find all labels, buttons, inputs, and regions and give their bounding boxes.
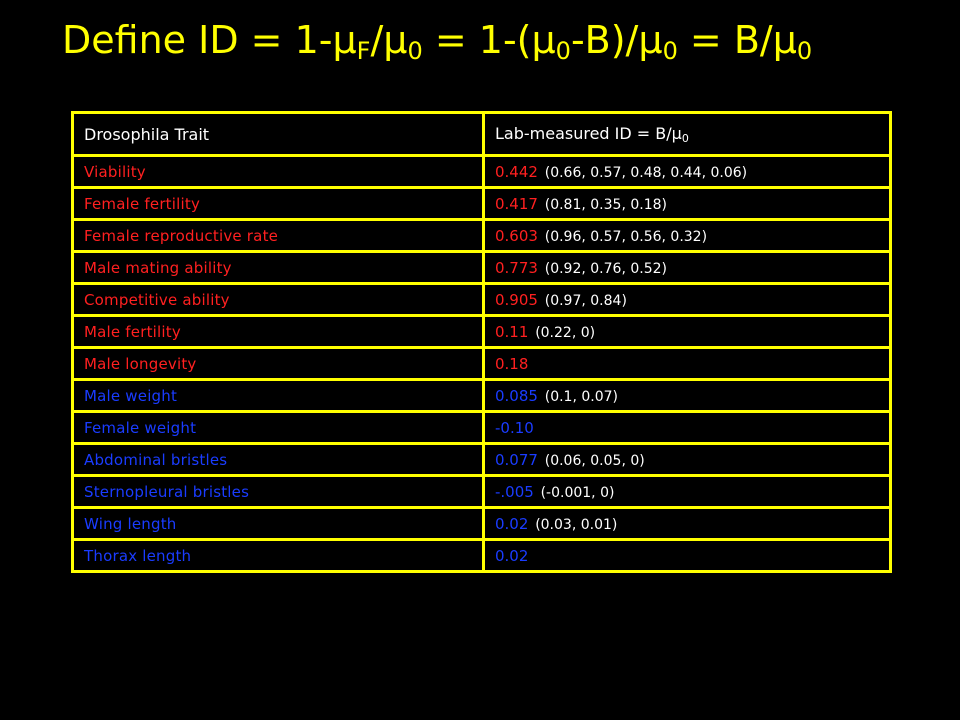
subscript-0: 0 xyxy=(796,37,813,65)
mu-symbol: μ xyxy=(531,18,556,62)
id-value: -0.10 xyxy=(495,418,534,437)
slide-title xyxy=(62,18,942,65)
id-value: 0.417 xyxy=(495,194,538,213)
table-row xyxy=(73,348,891,380)
component-values: (0.81, 0.35, 0.18) xyxy=(544,196,667,213)
id-value: 0.085 xyxy=(495,386,538,405)
id-value: 0.077 xyxy=(495,450,538,469)
id-cell xyxy=(484,508,891,540)
trait-cell: Female reproductive rate xyxy=(73,220,484,252)
component-values: (0.96, 0.57, 0.56, 0.32) xyxy=(544,228,708,245)
mu-symbol: μ xyxy=(332,18,357,62)
title-part: = 1-( xyxy=(422,18,532,62)
trait-cell: Viability xyxy=(73,156,484,188)
id-cell xyxy=(484,412,891,444)
id-cell xyxy=(484,188,891,220)
id-cell xyxy=(484,380,891,412)
id-value: 0.02 xyxy=(495,514,529,533)
trait-cell: Female weight xyxy=(73,412,484,444)
id-cell xyxy=(484,476,891,508)
table-row xyxy=(73,220,891,252)
table-row xyxy=(73,540,891,572)
table-row xyxy=(73,508,891,540)
component-values: (0.92, 0.76, 0.52) xyxy=(544,260,667,277)
id-value: 0.02 xyxy=(495,546,529,565)
table-row xyxy=(73,156,891,188)
trait-cell: Female fertility xyxy=(73,188,484,220)
trait-table xyxy=(71,111,892,573)
header-id-label: Lab-measured ID = B/ xyxy=(495,123,672,143)
subscript-0: 0 xyxy=(555,37,571,65)
table-row xyxy=(73,284,891,316)
table-header-row xyxy=(73,113,891,156)
component-values: (0.1, 0.07) xyxy=(544,388,618,405)
id-value: 0.11 xyxy=(495,322,529,341)
table-row xyxy=(73,476,891,508)
title-part: -B)/ xyxy=(570,18,639,62)
subscript-f: F xyxy=(356,37,371,65)
trait-cell: Male mating ability xyxy=(73,252,484,284)
id-cell xyxy=(484,540,891,572)
trait-cell: Male longevity xyxy=(73,348,484,380)
table-row xyxy=(73,380,891,412)
title-part: / xyxy=(370,18,384,62)
id-cell xyxy=(484,348,891,380)
component-values: (0.06, 0.05, 0) xyxy=(544,452,645,469)
title-part: = B/ xyxy=(677,18,773,62)
header-trait: Drosophila Trait xyxy=(73,113,484,156)
trait-cell: Wing length xyxy=(73,508,484,540)
id-cell xyxy=(484,316,891,348)
component-values: (-0.001, 0) xyxy=(540,484,615,501)
subscript-0: 0 xyxy=(681,131,689,145)
table-row xyxy=(73,316,891,348)
component-values: (0.22, 0) xyxy=(535,324,596,341)
trait-cell: Male weight xyxy=(73,380,484,412)
mu-symbol: μ xyxy=(671,123,682,143)
mu-symbol: μ xyxy=(383,18,408,62)
id-value: 0.773 xyxy=(495,258,538,277)
trait-cell: Competitive ability xyxy=(73,284,484,316)
mu-symbol: μ xyxy=(638,18,663,62)
id-value: 0.442 xyxy=(495,162,538,181)
id-cell xyxy=(484,284,891,316)
subscript-0: 0 xyxy=(407,37,423,65)
trait-cell: Sternopleural bristles xyxy=(73,476,484,508)
component-values: (0.66, 0.57, 0.48, 0.44, 0.06) xyxy=(544,164,748,181)
trait-cell: Male fertility xyxy=(73,316,484,348)
id-value: 0.18 xyxy=(495,354,529,373)
table-row xyxy=(73,444,891,476)
id-cell xyxy=(484,220,891,252)
table-row xyxy=(73,252,891,284)
id-value: -.005 xyxy=(495,482,534,501)
id-value: 0.905 xyxy=(495,290,538,309)
component-values: (0.03, 0.01) xyxy=(535,516,618,533)
id-value: 0.603 xyxy=(495,226,538,245)
title-part: Define ID = 1- xyxy=(62,18,333,62)
mu-symbol: μ xyxy=(772,18,797,62)
id-cell xyxy=(484,444,891,476)
component-values: (0.97, 0.84) xyxy=(544,292,627,309)
trait-cell: Abdominal bristles xyxy=(73,444,484,476)
table-row xyxy=(73,188,891,220)
subscript-0: 0 xyxy=(662,37,678,65)
id-cell xyxy=(484,252,891,284)
table-row xyxy=(73,412,891,444)
header-id xyxy=(484,113,891,156)
id-cell xyxy=(484,156,891,188)
trait-cell: Thorax length xyxy=(73,540,484,572)
